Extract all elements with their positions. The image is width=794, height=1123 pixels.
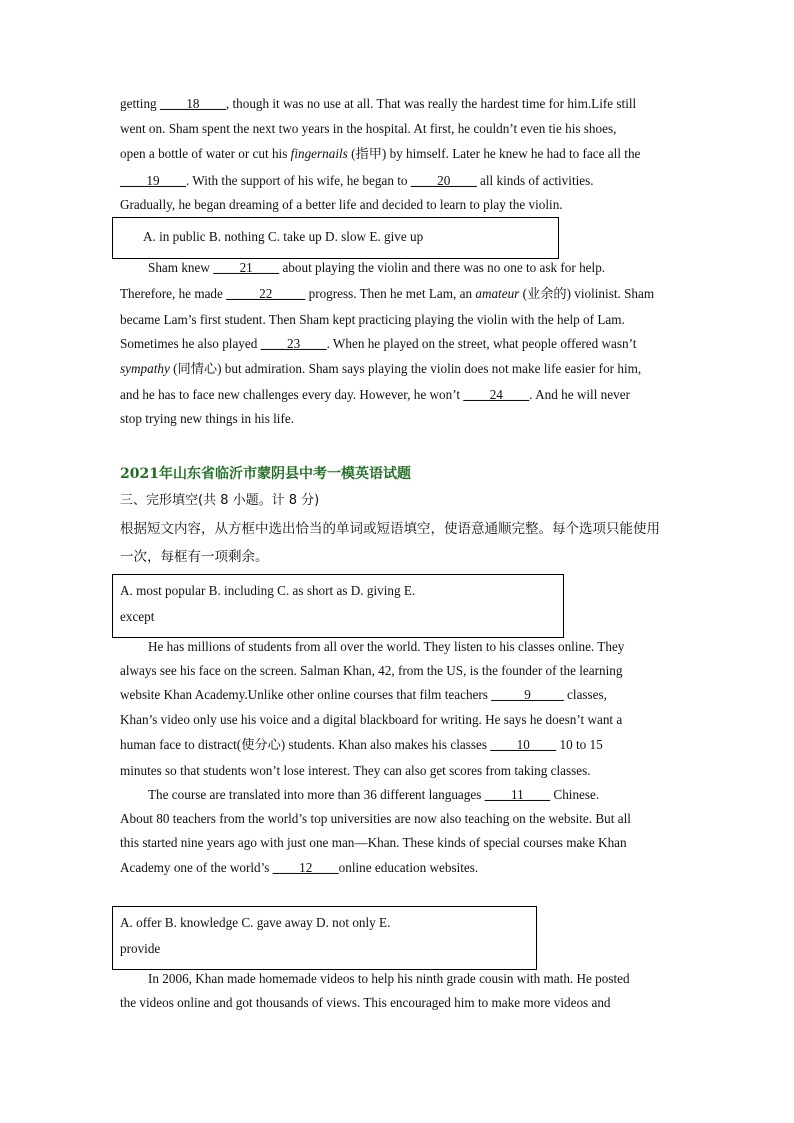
passage-line: the videos online and got thousands of views. This encouraged him to make more videos and bbox=[120, 995, 611, 1010]
text: and he has to face new challenges every day. However, he won’t bbox=[120, 387, 464, 402]
options-text: A. offer B. knowledge C. gave away D. not only E. bbox=[120, 915, 391, 930]
section-subheading: 三、完形填空(共 8 小题。计 8 分) bbox=[120, 493, 320, 508]
text: human face to distract(使分心) students. Khan also makes his classes bbox=[120, 737, 491, 752]
text: Chinese. bbox=[550, 787, 600, 802]
passage-line bbox=[148, 786, 599, 804]
passage-line bbox=[120, 736, 603, 754]
blank-9: _____9_____ bbox=[491, 687, 564, 702]
text: getting bbox=[120, 96, 160, 111]
passage-line: Khan’s video only use his voice and a digital blackboard for writing. He says he doesn’t want a bbox=[120, 712, 623, 727]
passage-line bbox=[120, 686, 607, 704]
options-text: except bbox=[120, 609, 155, 624]
passage-line bbox=[120, 335, 636, 353]
passage-line bbox=[120, 95, 636, 113]
blank-10: ____10____ bbox=[490, 737, 557, 752]
text: Sometimes he also played bbox=[120, 336, 261, 351]
passage-line bbox=[120, 172, 594, 190]
section-heading: 2021年山东省临沂市蒙阴县中考一模英语试题 bbox=[120, 466, 411, 482]
blank-11: ____11____ bbox=[484, 787, 551, 802]
passage-line bbox=[148, 259, 605, 277]
passage-line bbox=[120, 145, 640, 163]
blank-23: ____23____ bbox=[260, 336, 327, 351]
text: , though it was no use at all. That was really the hardest time for him.Life still bbox=[225, 96, 637, 111]
vocab-word: amateur bbox=[475, 286, 520, 301]
blank-22: _____22_____ bbox=[226, 286, 306, 301]
options-box bbox=[112, 906, 537, 970]
blank-19: ____19____ bbox=[120, 173, 186, 188]
passage-line: this started nine years ago with just one man—Khan. These kinds of special courses make Khan bbox=[120, 835, 627, 850]
text: The course are translated into more than 36 different languages bbox=[148, 787, 485, 802]
text: (业余的) violinist. Sham bbox=[519, 286, 655, 301]
blank-12: ____12____ bbox=[272, 860, 339, 875]
text: . With the support of his wife, he began to bbox=[185, 173, 411, 188]
blank-18: ____18____ bbox=[159, 96, 226, 111]
text: (指甲) by himself. Later he knew he had to face all the bbox=[347, 146, 641, 161]
text: progress. Then he met Lam, an bbox=[305, 286, 476, 301]
text: 10 to 15 bbox=[556, 737, 603, 752]
text: classes, bbox=[563, 687, 607, 702]
text: (同情心) but admiration. Sham says playing the violin does not make life easier for him, bbox=[169, 361, 642, 376]
options-text: A. in public B. nothing C. take up D. slow E. give up bbox=[143, 229, 424, 244]
text: Sham knew bbox=[148, 260, 214, 275]
text: online education websites. bbox=[338, 860, 479, 875]
options-box bbox=[112, 574, 564, 638]
passage-line: He has millions of students from all over the world. They listen to his classes online. They bbox=[148, 639, 625, 654]
vocab-word: fingernails bbox=[290, 146, 348, 161]
blank-20: ____20____ bbox=[410, 173, 477, 188]
text: Academy one of the world’s bbox=[120, 860, 273, 875]
instruction-line: 一次，每框有一项剩余。 bbox=[120, 549, 269, 565]
blank-24: ____24____ bbox=[463, 387, 530, 402]
text: open a bottle of water or cut his bbox=[120, 146, 291, 161]
passage-line: went on. Sham spent the next two years in the hospital. At first, he couldn’t even tie his shoes, bbox=[120, 121, 617, 136]
passage-line bbox=[120, 360, 641, 378]
options-box bbox=[112, 217, 559, 259]
passage-line: became Lam’s first student. Then Sham kept practicing playing the violin with the help of Lam. bbox=[120, 312, 625, 327]
passage-line: always see his face on the screen. Salman Khan, 42, from the US, is the founder of the learning bbox=[120, 663, 623, 678]
text: all kinds of activities. bbox=[476, 173, 594, 188]
passage-line: Gradually, he began dreaming of a better life and decided to learn to play the violin. bbox=[120, 197, 563, 212]
passage-line: About 80 teachers from the world’s top universities are now also teaching on the website. But all bbox=[120, 811, 631, 826]
passage-line: stop trying new things in his life. bbox=[120, 411, 294, 426]
passage-line bbox=[120, 285, 654, 303]
vocab-word: sympathy bbox=[120, 361, 170, 376]
options-text: provide bbox=[120, 941, 161, 956]
instruction-line: 根据短文内容，从方框中选出恰当的单词或短语填空，使语意通顺完整。每个选项只能使用 bbox=[120, 521, 660, 537]
text: about playing the violin and there was no one to ask for help. bbox=[279, 260, 606, 275]
blank-21: ____21____ bbox=[213, 260, 280, 275]
passage-line bbox=[120, 859, 478, 877]
text: Therefore, he made bbox=[120, 286, 227, 301]
passage-line bbox=[120, 386, 630, 404]
text: . When he played on the street, what people offered wasn’t bbox=[326, 336, 637, 351]
text: website Khan Academy.Unlike other online courses that film teachers bbox=[120, 687, 492, 702]
passage-line: minutes so that students won’t lose interest. They can also get scores from taking classes. bbox=[120, 763, 591, 778]
text: . And he will never bbox=[529, 387, 630, 402]
passage-line: In 2006, Khan made homemade videos to help his ninth grade cousin with math. He posted bbox=[148, 971, 630, 986]
options-text: A. most popular B. including C. as short as D. giving E. bbox=[120, 583, 416, 598]
